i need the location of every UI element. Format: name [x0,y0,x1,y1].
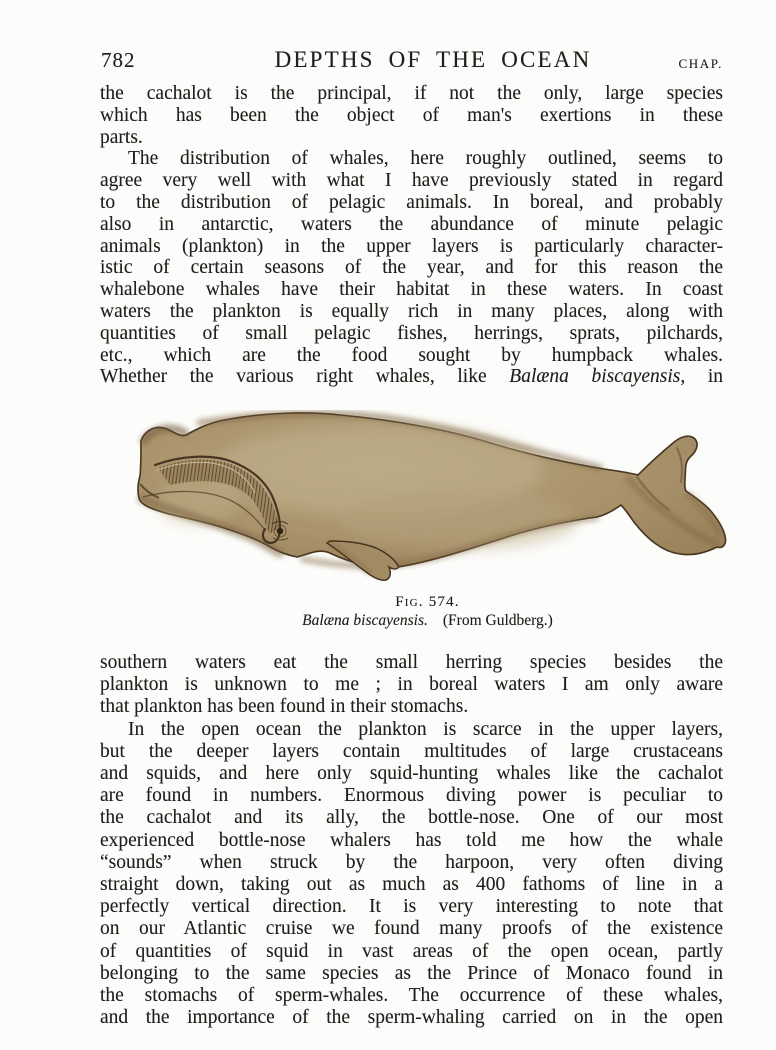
text-line: etc., which are the food sought by humpback whales. [100,344,723,366]
figure-number: Fig. 574. [395,594,460,610]
text-line: the cachalot and its ally, the bottle-nose. One of our most [100,807,723,829]
text-line: istic of certain seasons of the year, and for this reason the [100,257,723,279]
text-line: which has been the object of man's exertions in these [100,104,723,126]
text-line: to the distribution of pelagic animals. In boreal, and probably [100,191,723,213]
page-number: 782 [101,48,136,72]
text-line: are found in numbers. Enormous diving power is peculiar to [100,785,723,807]
figure-legend [100,612,755,630]
text-line: that plankton has been found in their stomachs. [100,696,469,718]
text-line: experienced bottle-nose whalers has told me how the whale [100,829,723,851]
figure-caption [100,594,755,630]
text-line: straight down, taking out as much as 400 fathoms of line in a [100,874,723,896]
text-line: the cachalot is the principal, if not the only, large species [100,83,723,104]
text-line: animals (plankton) in the upper layers is particularly character- [100,235,723,257]
text-line: whalebone whales have their habitat in these waters. In coast [100,279,723,301]
chapter-label: CHAP. [678,56,723,71]
text-line: plankton is unknown to me ; in boreal waters I am only aware [100,674,723,696]
text-line: “sounds” when struck by the harpoon, very often diving [100,851,723,873]
text-line: also in antarctic, waters the abundance of minute pelagic [100,213,723,235]
whale-illustration [128,410,732,596]
text-line: southern waters eat the small herring species besides the [100,652,723,673]
figure-credit: (From Guldberg.) [442,612,553,629]
text-line: on our Atlantic cruise we found many proofs of the existence [100,918,723,940]
figure-species: Balæna biscayensis. [302,612,428,629]
text-line: quantities of small pelagic fishes, herrings, sprats, pilchards, [100,322,723,344]
text-line: Whether the various right whales, like Balæna biscayensis, in [100,366,724,388]
text-line: and the importance of the sperm-whaling carried on in the open [100,1007,723,1029]
text-block-below-figure [100,652,723,1029]
figure-574 [128,410,732,596]
text-line: but the deeper layers contain multitudes of large crustaceans [100,740,723,762]
text-line: belonging to the same species as the Prince of Monaco found in [100,962,723,984]
text-line: waters the plankton is equally rich in many places, along with [100,300,723,322]
text-line: agree very well with what I have previously stated in regard [100,170,723,192]
text-line: the stomachs of sperm-whales. The occurrence of these whales, [100,985,723,1007]
text-line: perfectly vertical direction. It is very interesting to note that [100,896,723,918]
text-line: of quantities of squid in vast areas of the open ocean, partly [100,940,723,962]
running-title: DEPTHS OF THE OCEAN [274,47,592,72]
text-line: In the open ocean the plankton is scarce in the upper layers, [128,718,723,740]
text-line: The distribution of whales, here roughly outlined, seems to [128,148,723,170]
text-line: and squids, and here only squid-hunting whales like the cachalot [100,763,723,785]
text-block-above-figure [100,83,723,388]
text-line: parts. [100,126,143,148]
